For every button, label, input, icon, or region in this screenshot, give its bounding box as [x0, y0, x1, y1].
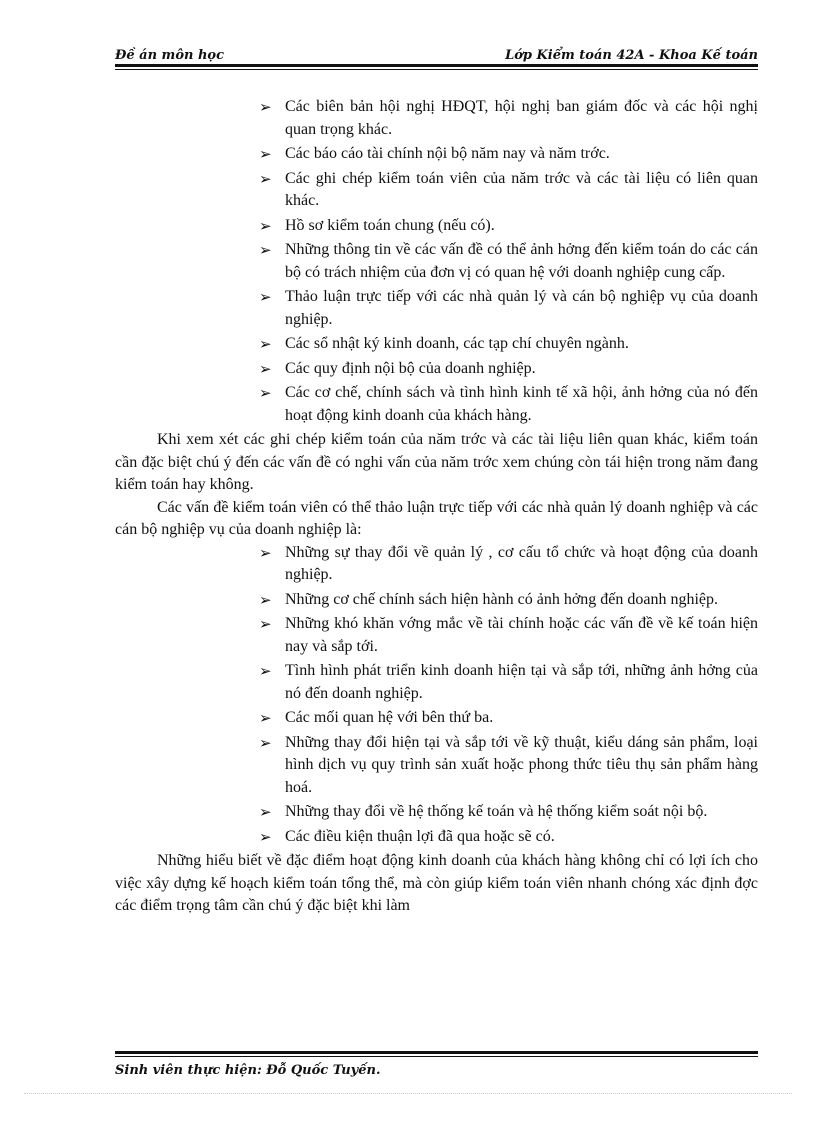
arrowhead-bullet-icon: ➢ — [259, 709, 272, 727]
list-item-text: Các biên bản hội nghị HĐQT, hội nghị ban giám đốc và các hội nghị quan trọng khác. — [285, 98, 758, 138]
list-item-text: Hồ sơ kiểm toán chung (nếu có). — [285, 216, 495, 234]
list-item-text: Các ghi chép kiểm toán viên của năm trớc và các tài liệu có liên quan khác. — [285, 169, 758, 209]
list-item-text: Những khó khăn vớng mắc về tài chính hoặc các vấn đề về kế toán hiện nay và sắp tới. — [285, 615, 758, 655]
list-item-text: Các báo cáo tài chính nội bộ năm nay và năm trớc. — [285, 145, 610, 162]
list-item — [259, 358, 758, 381]
page-edge-divider — [24, 1093, 792, 1094]
arrowhead-bullet-icon: ➢ — [259, 543, 272, 562]
arrowhead-bullet-icon: ➢ — [259, 384, 272, 402]
arrowhead-bullet-icon: ➢ — [259, 590, 272, 609]
arrowhead-bullet-icon: ➢ — [259, 98, 272, 116]
arrowhead-bullet-icon: ➢ — [259, 241, 272, 259]
bullet-list — [115, 542, 758, 849]
header-course-title: Đề án môn học — [115, 48, 225, 63]
body-paragraph: Các vấn đề kiểm toán viên có thể thảo luận trực tiếp với các nhà quản lý doanh nghiệp và các cán bộ nghiệp vụ của doanh nghiệp là: — [115, 498, 758, 538]
list-item — [259, 732, 758, 800]
page-header — [115, 46, 758, 68]
page-footer — [115, 1051, 758, 1077]
list-item-text: Những thay đổi hiện tại và sắp tới về kỹ thuật, kiểu dáng sản phẩm, loại hình dịch vụ quy trình sản xuất hoặc phong thức tiêu thụ sản phẩm hàng hoá. — [285, 733, 758, 796]
list-item-text: Những thông tin về các vấn đề có thể ảnh hởng đến kiểm toán do các cán bộ có trách nhiệm của đơn vị có quan hệ với doanh nghiệp cung cấp. — [285, 241, 758, 281]
list-item — [259, 613, 758, 658]
list-item — [259, 143, 758, 166]
footer-author: Sinh viên thực hiện: Đỗ Quốc Tuyến. — [115, 1063, 381, 1078]
bullet-list — [115, 96, 758, 427]
arrowhead-bullet-icon: ➢ — [259, 169, 272, 188]
list-item — [259, 542, 758, 587]
arrowhead-bullet-icon: ➢ — [259, 216, 272, 235]
document-body — [115, 96, 758, 918]
list-item — [259, 168, 758, 213]
body-paragraph: Những hiểu biết về đặc điểm hoạt động kinh doanh của khách hàng không chỉ có lợi ích cho việc xây dựng kế hoạch kiểm toán tổng thể, mà còn giúp kiểm toán viên nhanh chóng xác định đợc các điểm trọng tâm cần chú ý đặc biệt khi làm — [115, 852, 758, 914]
list-item — [259, 382, 758, 427]
arrowhead-bullet-icon: ➢ — [259, 335, 272, 353]
list-item-text: Các cơ chế, chính sách và tình hình kinh tế xã hội, ảnh hởng của nó đến hoạt động kinh doanh của khách hàng. — [285, 384, 758, 424]
list-item — [259, 826, 758, 849]
header-rule-thick — [115, 64, 758, 67]
list-item — [259, 96, 758, 141]
arrowhead-bullet-icon: ➢ — [259, 827, 272, 846]
list-item — [259, 707, 758, 730]
list-item — [259, 239, 758, 284]
list-item — [259, 589, 758, 612]
list-item-text: Các điều kiện thuận lợi đã qua hoặc sẽ có. — [285, 827, 555, 845]
arrowhead-bullet-icon: ➢ — [259, 615, 272, 633]
arrowhead-bullet-icon: ➢ — [259, 145, 272, 163]
list-item-text: Những cơ chế chính sách hiện hành có ảnh hởng đến doanh nghiệp. — [285, 590, 719, 608]
list-item — [259, 801, 758, 824]
arrowhead-bullet-icon: ➢ — [259, 662, 272, 680]
list-item-text: Những thay đổi về hệ thống kế toán và hệ thống kiểm soát nội bộ. — [285, 803, 708, 820]
header-rule-thin — [115, 69, 758, 70]
list-item — [259, 660, 758, 705]
arrowhead-bullet-icon: ➢ — [259, 359, 272, 378]
list-item — [259, 333, 758, 356]
arrowhead-bullet-icon: ➢ — [259, 803, 272, 821]
list-item-text: Thảo luận trực tiếp với các nhà quản lý và cán bộ nghiệp vụ của doanh nghiệp. — [285, 288, 758, 328]
list-item-text: Các sổ nhật ký kinh doanh, các tạp chí chuyên ngành. — [285, 335, 629, 352]
arrowhead-bullet-icon: ➢ — [259, 733, 272, 752]
arrowhead-bullet-icon: ➢ — [259, 288, 272, 306]
body-paragraph: Khi xem xét các ghi chép kiểm toán của năm trớc và các tài liệu liên quan khác, kiểm toán cần đặc biệt chú ý đến các vấn đề có nghi vấn của năm trớc xem chúng còn tái hiện trong năm đang kiểm toán hay không. — [115, 431, 758, 493]
footer-rule-thin — [115, 1056, 758, 1057]
footer-rule-thick — [115, 1051, 758, 1054]
list-item-text: Tình hình phát triển kinh doanh hiện tại và sắp tới, những ảnh hởng của nó đến doanh nghiệp. — [285, 662, 758, 702]
list-item-text: Các mối quan hệ với bên thứ ba. — [285, 709, 494, 726]
header-class-faculty: Lớp Kiểm toán 42A - Khoa Kế toán — [505, 48, 758, 63]
list-item-text: Các quy định nội bộ của doanh nghiệp. — [285, 359, 536, 377]
list-item-text: Những sự thay đổi về quản lý , cơ cấu tổ chức và hoạt động của doanh nghiệp. — [285, 543, 758, 583]
list-item — [259, 215, 758, 238]
list-item — [259, 286, 758, 331]
